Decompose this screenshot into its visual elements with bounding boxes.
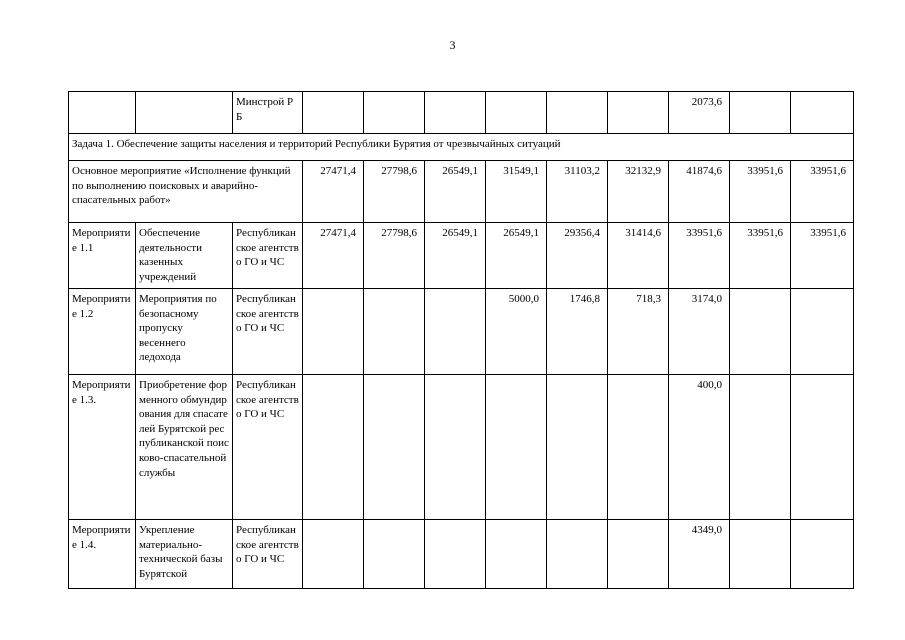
value-cell [303, 289, 364, 375]
value-cell [303, 92, 364, 134]
value-cell [364, 92, 425, 134]
value-cell [730, 92, 791, 134]
value-cell [608, 520, 669, 589]
value-cell: 26549,1 [425, 223, 486, 289]
activity-code: Мероприятие 1.4. [69, 520, 136, 589]
value-cell: 400,0 [669, 375, 730, 520]
value-cell [364, 289, 425, 375]
value-cell: 33951,6 [730, 223, 791, 289]
value-cell [486, 375, 547, 520]
value-cell [608, 375, 669, 520]
value-cell: 27471,4 [303, 161, 364, 223]
value-cell: 31549,1 [486, 161, 547, 223]
value-cell [791, 520, 854, 589]
value-cell: 33951,6 [730, 161, 791, 223]
value-cell [547, 520, 608, 589]
value-cell: 41874,6 [669, 161, 730, 223]
value-cell [303, 375, 364, 520]
activity-row [69, 289, 854, 375]
value-cell [486, 520, 547, 589]
value-cell [486, 92, 547, 134]
value-cell: 29356,4 [547, 223, 608, 289]
value-cell [730, 520, 791, 589]
activity-code: Мероприятие 1.3. [69, 375, 136, 520]
task-title: Задача 1. Обеспечение защиты населения и территорий Республики Бурятия от чрезвычайных ситуаций [69, 134, 854, 161]
activity-name: Укрепление материально-технической базы Бурятской [136, 520, 233, 589]
value-cell [303, 520, 364, 589]
value-cell: 31103,2 [547, 161, 608, 223]
value-cell: 33951,6 [791, 223, 854, 289]
value-cell [791, 375, 854, 520]
value-cell [425, 520, 486, 589]
value-cell: 718,3 [608, 289, 669, 375]
value-cell [425, 289, 486, 375]
activity-code: Мероприятие 1.1 [69, 223, 136, 289]
value-cell: 3174,0 [669, 289, 730, 375]
value-cell [425, 375, 486, 520]
value-cell: 26549,1 [486, 223, 547, 289]
activity-name: Приобретение форменного обмундирования для спасателей Бурятской республиканской поисково-спасательной службы [136, 375, 233, 520]
value-cell [425, 92, 486, 134]
main-activity-row [69, 161, 854, 223]
activity-name: Мероприятия по безопасному пропуску весеннего ледохода [136, 289, 233, 375]
value-cell: 33951,6 [669, 223, 730, 289]
value-cell [730, 375, 791, 520]
value-cell [547, 375, 608, 520]
value-cell: 31414,6 [608, 223, 669, 289]
activity-executor: Республиканское агентство ГО и ЧС [233, 375, 303, 520]
value-cell: 2073,6 [669, 92, 730, 134]
activity-name: Обеспечение деятельности казенных учреждений [136, 223, 233, 289]
budget-table [68, 91, 854, 589]
value-cell: 4349,0 [669, 520, 730, 589]
value-cell [791, 289, 854, 375]
value-cell [608, 92, 669, 134]
table-cell [69, 92, 136, 134]
value-cell: 1746,8 [547, 289, 608, 375]
activity-row [69, 375, 854, 520]
value-cell: 5000,0 [486, 289, 547, 375]
activity-executor: Республиканское агентство ГО и ЧС [233, 520, 303, 589]
value-cell [547, 92, 608, 134]
activity-row [69, 520, 854, 589]
activity-executor: Республиканское агентство ГО и ЧС [233, 289, 303, 375]
value-cell [364, 520, 425, 589]
value-cell: 27798,6 [364, 223, 425, 289]
value-cell [730, 289, 791, 375]
value-cell: 32132,9 [608, 161, 669, 223]
table-cell [136, 92, 233, 134]
activity-executor: Республиканское агентство ГО и ЧС [233, 223, 303, 289]
page-number: 3 [449, 38, 456, 52]
executor-cell: Минстрой РБ [233, 92, 303, 134]
value-cell [364, 375, 425, 520]
value-cell: 33951,6 [791, 161, 854, 223]
table-row-top [69, 92, 854, 134]
activity-row [69, 223, 854, 289]
activity-code: Мероприятие 1.2 [69, 289, 136, 375]
main-activity-label: Основное мероприятие «Исполнение функций по выполнению поисковых и аварийно-спасательных работ» [69, 161, 303, 223]
task-row [69, 134, 854, 161]
value-cell: 27471,4 [303, 223, 364, 289]
value-cell: 27798,6 [364, 161, 425, 223]
value-cell [791, 92, 854, 134]
value-cell: 26549,1 [425, 161, 486, 223]
